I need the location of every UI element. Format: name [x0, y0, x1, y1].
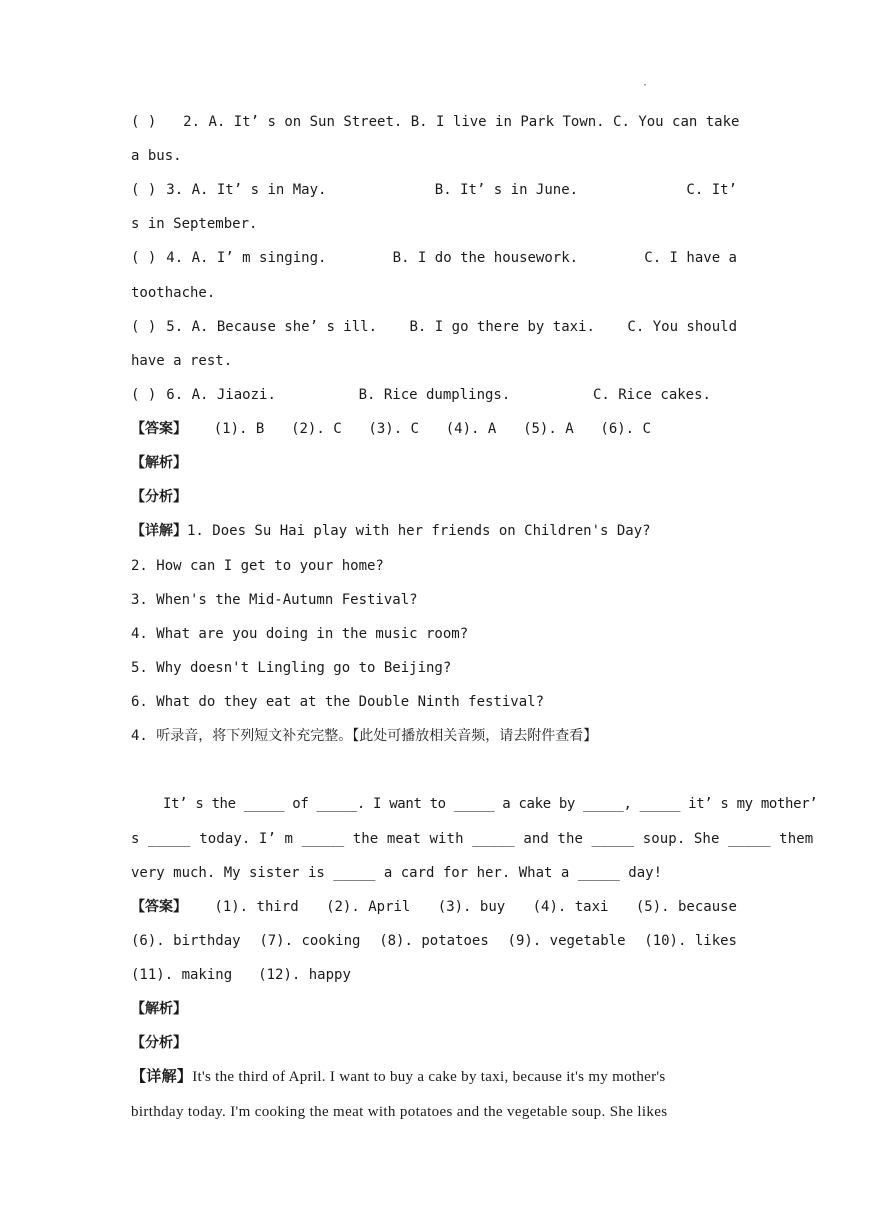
- passage-line-3: very much. My sister is _____ a card for her. What a _____ day!: [131, 865, 663, 881]
- answer-item: (10). likes: [644, 933, 737, 949]
- option-c: C. I have a: [644, 250, 737, 266]
- answer-item: (12). happy: [258, 967, 351, 983]
- option-a: 4. A. I’ m singing.: [166, 250, 327, 266]
- answer-row-2a: [131, 897, 737, 917]
- option-a: 3. A. It’ s in May.: [166, 182, 327, 198]
- detail-line: 3. When's the Mid-Autumn Festival?: [131, 592, 418, 608]
- breakdown-heading: 【分析】: [131, 489, 187, 505]
- detail-2-line-1: [131, 1067, 737, 1087]
- question-5-cont: have a rest.: [131, 353, 233, 369]
- question-3: [131, 180, 737, 200]
- page-dot: ·: [642, 80, 649, 91]
- question-2: [131, 112, 740, 132]
- answer-row-2c: [131, 965, 737, 985]
- detail-label: 【详解】: [131, 523, 187, 539]
- option-b: B. I do the housework.: [392, 250, 579, 266]
- answer-item: (9). vegetable: [507, 933, 626, 949]
- answer-item: (4). taxi: [532, 899, 609, 915]
- question-2-cont: a bus.: [131, 148, 182, 164]
- question-4-title: 4. 听录音，将下列短文补充完整。【此处可播放相关音频，请去附件查看】: [131, 728, 598, 744]
- answer-paren: ( ): [131, 114, 157, 130]
- answer-item: (8). potatoes: [379, 933, 489, 949]
- detail-text: It's the third of April. I want to buy a cake by taxi, because it's my mother's: [192, 1069, 666, 1085]
- option-b: B. It’ s in June.: [434, 182, 579, 198]
- answer-label: 【答案】: [131, 899, 187, 915]
- detail-line: 4. What are you doing in the music room?: [131, 626, 469, 642]
- answer-row-2b: [131, 931, 737, 951]
- detail-2-line-2: birthday today. I'm cooking the meat with potatoes and the vegetable soup. She likes: [131, 1104, 668, 1120]
- answer-row-1: [131, 419, 651, 439]
- answer-item: (2). C: [291, 421, 342, 437]
- option-c: C. Rice cakes.: [592, 387, 711, 403]
- breakdown-heading: 【分析】: [131, 1035, 187, 1051]
- answer-item: (5). because: [635, 899, 737, 915]
- passage-line-2: s _____ today. I’ m _____ the meat with _____ and the _____ soup. She _____ them: [131, 831, 814, 847]
- detail-1-first: [131, 521, 737, 541]
- answer-item: (3). buy: [437, 899, 506, 915]
- option-a: 6. A. Jiaozi.: [166, 387, 276, 403]
- passage-line-1: It’ s the _____ of _____. I want to _____ a cake by _____, _____ it’ s my mother’: [163, 796, 818, 812]
- detail-line: 5. Why doesn't Lingling go to Beijing?: [131, 660, 452, 676]
- question-6: [131, 385, 711, 405]
- answer-item: (4). A: [445, 421, 497, 437]
- answer-paren: ( ): [131, 319, 157, 335]
- question-3-cont: s in September.: [131, 216, 258, 232]
- question-5: [131, 317, 737, 337]
- option-c: C. It’: [686, 182, 737, 198]
- answer-paren: ( ): [131, 250, 157, 266]
- analysis-heading: 【解析】: [131, 455, 187, 471]
- detail-text: 1. Does Su Hai play with her friends on Children's Day?: [187, 523, 651, 539]
- option-b: B. I go there by taxi.: [409, 319, 595, 335]
- answer-item: (1). B: [213, 421, 265, 437]
- question-4: [131, 248, 737, 268]
- answer-item: (2). April: [326, 899, 411, 915]
- answer-item: (6). birthday: [131, 933, 241, 949]
- answer-paren: ( ): [131, 387, 157, 403]
- answer-item: (7). cooking: [259, 933, 361, 949]
- detail-line: 6. What do they eat at the Double Ninth festival?: [131, 694, 545, 710]
- answer-label: 【答案】: [131, 421, 187, 437]
- answer-item: (3). C: [368, 421, 419, 437]
- question-4-cont: toothache.: [131, 285, 216, 301]
- option-b: B. Rice dumplings.: [358, 387, 511, 403]
- analysis-heading: 【解析】: [131, 1001, 187, 1017]
- option-a: 5. A. Because she’ s ill.: [166, 319, 378, 335]
- answer-item: (1). third: [214, 899, 299, 915]
- answer-paren: ( ): [131, 182, 157, 198]
- answer-item: (6). C: [600, 421, 651, 437]
- detail-label: 【详解】: [131, 1069, 193, 1085]
- answer-item: (11). making: [131, 967, 233, 983]
- question-2-text: 2. A. It’ s on Sun Street. B. I live in Park Town. C. You can take: [183, 114, 740, 130]
- detail-line: 2. How can I get to your home?: [131, 558, 384, 574]
- option-c: C. You should: [627, 319, 737, 335]
- answer-item: (5). A: [523, 421, 574, 437]
